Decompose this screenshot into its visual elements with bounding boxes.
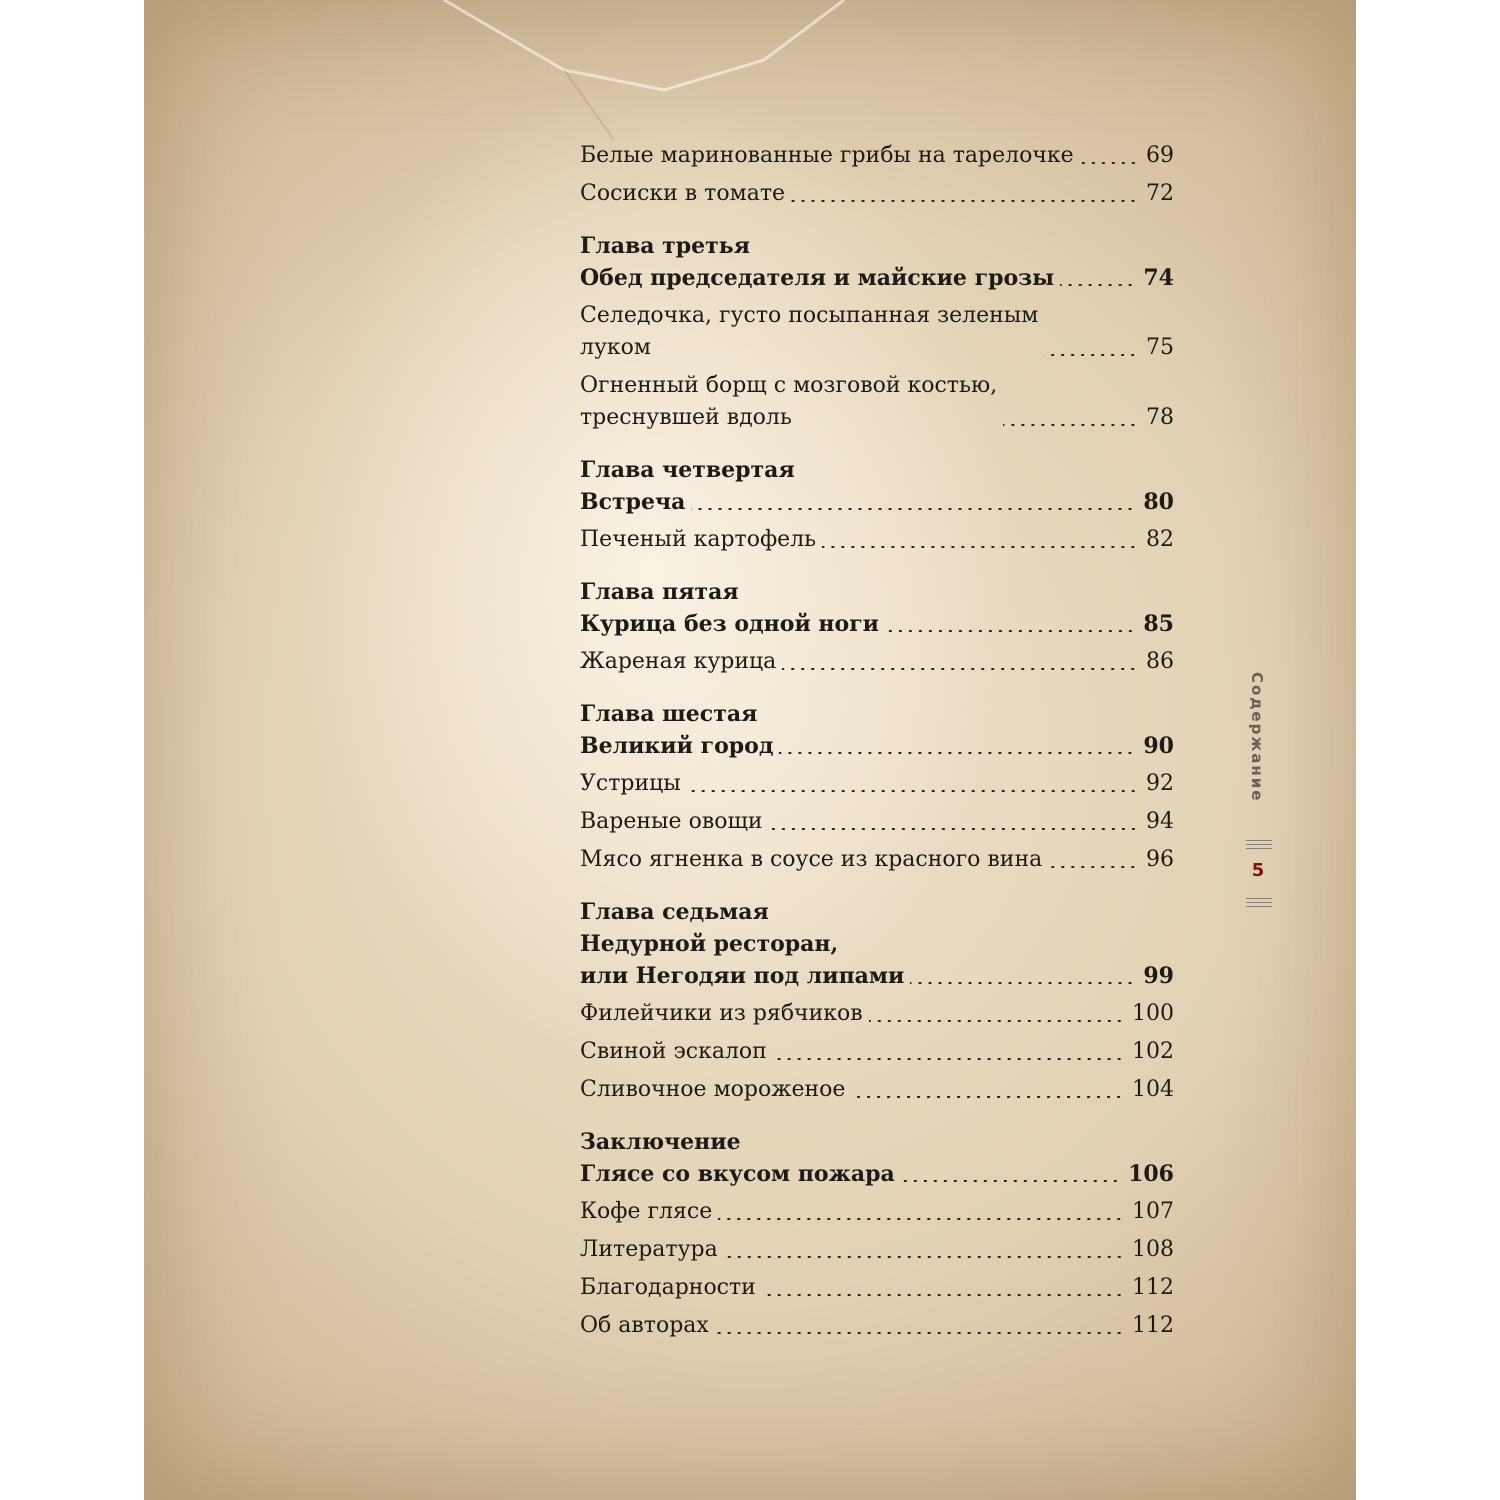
- toc-entry-page: 96: [1146, 847, 1174, 872]
- chapter-title-entry[interactable]: [580, 262, 1174, 294]
- table-of-contents: [580, 140, 1174, 1342]
- dot-leader: [691, 508, 1135, 510]
- book-page: [144, 0, 1356, 1500]
- divider: [1246, 844, 1272, 845]
- toc-entry-title: Жареная курица: [580, 649, 777, 674]
- dot-leader: [782, 668, 1138, 670]
- toc-entry-page: 112: [1132, 1275, 1174, 1300]
- toc-entry-title: Благодарности: [580, 1275, 756, 1300]
- dot-leader: [1048, 866, 1138, 868]
- toc-entry-page: 90: [1143, 733, 1174, 759]
- page-number: 5: [1251, 860, 1265, 881]
- chapter-block: [580, 556, 1174, 678]
- chapter-title-entry[interactable]: [580, 608, 1174, 640]
- toc-entry[interactable]: [580, 1036, 1174, 1068]
- dot-leader: [1060, 284, 1135, 286]
- toc-entry-page: 94: [1146, 809, 1174, 834]
- toc-entry-title: Мясо ягненка в соусе из красного вина: [580, 847, 1043, 872]
- toc-entry-title: Великий город: [580, 733, 774, 759]
- chapter-heading: Глава седьмая: [580, 899, 769, 925]
- divider: [1246, 902, 1272, 903]
- toc-entry-page: 100: [1132, 1001, 1174, 1026]
- toc-entry-title: Филейчики из рябчиков: [580, 1001, 863, 1026]
- divider: [1246, 848, 1272, 849]
- toc-entry-page: 102: [1132, 1039, 1174, 1064]
- toc-entry[interactable]: [580, 524, 1174, 556]
- dot-leader: [910, 982, 1135, 984]
- toc-entry-page: 80: [1143, 489, 1174, 515]
- toc-entry-title: Свиной эскалоп: [580, 1039, 767, 1064]
- dot-leader: [724, 1256, 1124, 1258]
- toc-entry[interactable]: [580, 300, 1174, 364]
- chapter-block: [580, 434, 1174, 556]
- chapter-title-entry[interactable]: [580, 730, 1174, 762]
- toc-entry[interactable]: [580, 370, 1174, 434]
- chapter-block: [580, 876, 1174, 1106]
- chapters-list: [580, 210, 1174, 1342]
- toc-entry-title: Устрицы: [580, 771, 681, 796]
- toc-entry[interactable]: [580, 178, 1174, 210]
- chapter-title-entry[interactable]: [580, 1158, 1174, 1190]
- dot-leader: [687, 790, 1138, 792]
- dot-leader: [851, 1096, 1124, 1098]
- chapter-block: [580, 1106, 1174, 1342]
- chapter-block: [580, 678, 1174, 876]
- toc-entry[interactable]: [580, 998, 1174, 1030]
- toc-entry-page: 75: [1146, 335, 1174, 360]
- dot-leader: [822, 546, 1138, 548]
- toc-entry-title: Об авторах: [580, 1313, 709, 1338]
- toc-entry-title: Огненный борщ с мозговой костью, треснувшей вдоль: [580, 373, 998, 430]
- toc-entry[interactable]: [580, 1074, 1174, 1106]
- dot-leader: [1044, 354, 1138, 356]
- toc-entry-page: 106: [1128, 1161, 1174, 1187]
- toc-entry[interactable]: [580, 844, 1174, 876]
- toc-entry-page: 112: [1132, 1313, 1174, 1338]
- toc-entry-title: Сливочное мороженое: [580, 1077, 846, 1102]
- toc-entry-page: 107: [1132, 1199, 1174, 1224]
- toc-entry-page: 72: [1146, 181, 1174, 206]
- toc-entry-page: 86: [1146, 649, 1174, 674]
- chapter-heading: Заключение: [580, 1129, 741, 1155]
- dot-leader: [791, 200, 1138, 202]
- dot-leader: [718, 1218, 1124, 1220]
- toc-entry-title: Курица без одной ноги: [580, 611, 879, 637]
- toc-entry[interactable]: [580, 140, 1174, 172]
- toc-entry-title: Встреча: [580, 489, 686, 515]
- chapter-heading: Глава пятая: [580, 579, 739, 605]
- toc-entry-title: Обед председателя и майские грозы: [580, 265, 1055, 291]
- toc-entry-page: 99: [1143, 963, 1174, 989]
- dot-leader: [779, 752, 1135, 754]
- section-label: Содержание: [1248, 672, 1266, 803]
- dot-leader: [901, 1180, 1120, 1182]
- side-tab: [1240, 672, 1276, 912]
- toc-entry[interactable]: [580, 806, 1174, 838]
- toc-entry-page: 74: [1143, 265, 1174, 291]
- toc-entry-page: 85: [1143, 611, 1174, 637]
- toc-entry-title: Белые маринованные грибы на тарелочке: [580, 143, 1074, 168]
- divider: [1246, 840, 1272, 841]
- toc-entry-page: 92: [1146, 771, 1174, 796]
- toc-entry-title: Недурной ресторан, или Негодяи под липами: [580, 931, 905, 989]
- toc-entry-page: 104: [1132, 1077, 1174, 1102]
- chapter-title-entry[interactable]: [580, 928, 1174, 992]
- dot-leader: [885, 630, 1135, 632]
- chapter-heading: Глава шестая: [580, 701, 758, 727]
- toc-entry[interactable]: [580, 646, 1174, 678]
- toc-entry-title: Селедочка, густо посыпанная зеленым луком: [580, 303, 1039, 360]
- toc-entry-title: Вареные овощи: [580, 809, 763, 834]
- toc-entry-title: Печеный картофель: [580, 527, 817, 552]
- toc-entry-page: 69: [1146, 143, 1174, 168]
- toc-entry-title: Кофе глясе: [580, 1199, 713, 1224]
- toc-entry-title: Глясе со вкусом пожара: [580, 1161, 895, 1187]
- dot-leader: [769, 828, 1138, 830]
- toc-entry[interactable]: [580, 1234, 1174, 1266]
- dot-leader: [1003, 424, 1138, 426]
- dot-leader: [762, 1294, 1124, 1296]
- dot-leader: [1080, 162, 1138, 164]
- dot-leader: [715, 1332, 1124, 1334]
- chapter-block: [580, 210, 1174, 434]
- divider: [1246, 898, 1272, 899]
- toc-entry[interactable]: [580, 768, 1174, 800]
- toc-entry[interactable]: [580, 1272, 1174, 1304]
- toc-entry-title: Сосиски в томате: [580, 181, 786, 206]
- toc-entry-page: 78: [1146, 405, 1174, 430]
- toc-entry[interactable]: [580, 1196, 1174, 1228]
- toc-entry-page: 108: [1132, 1237, 1174, 1262]
- dot-leader: [869, 1020, 1124, 1022]
- toc-entry-page: 82: [1146, 527, 1174, 552]
- chapter-heading: Глава четвертая: [580, 457, 795, 483]
- chapter-heading: Глава третья: [580, 233, 750, 259]
- toc-entry-title: Литература: [580, 1237, 718, 1262]
- toc-entry[interactable]: [580, 1310, 1174, 1342]
- dot-leader: [773, 1058, 1124, 1060]
- chapter-title-entry[interactable]: [580, 486, 1174, 518]
- divider: [1246, 906, 1272, 907]
